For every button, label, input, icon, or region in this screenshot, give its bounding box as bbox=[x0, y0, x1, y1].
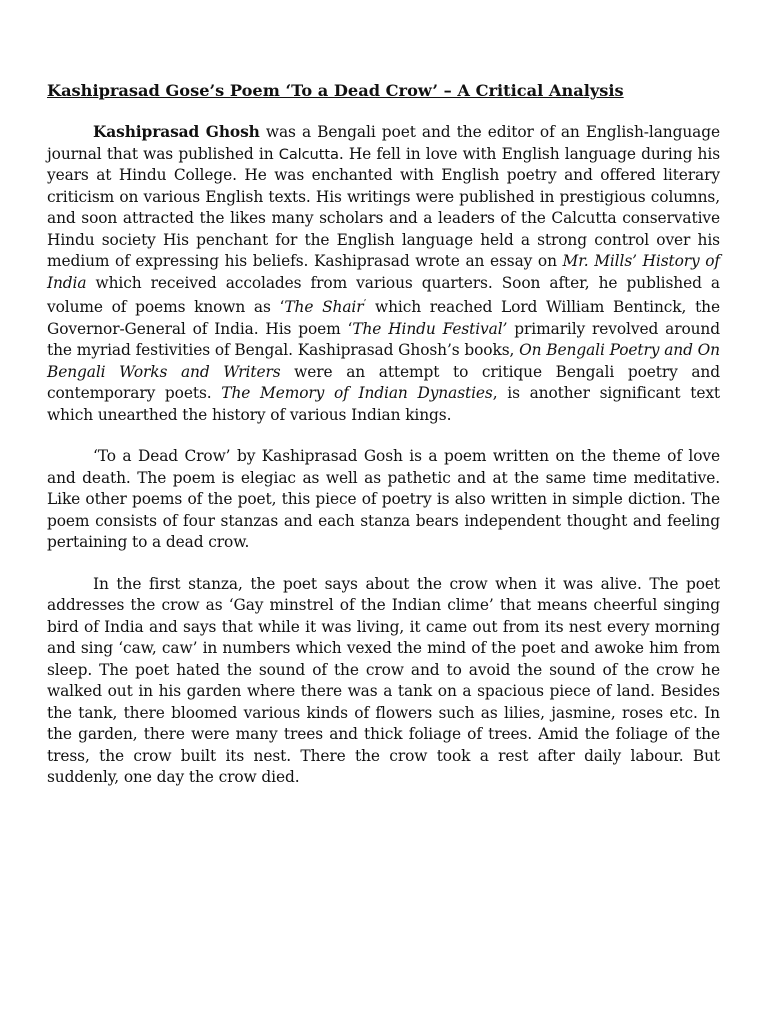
dynasties-title: The Memory of Indian Dynasties bbox=[221, 384, 493, 403]
intro-text-3: which received accolades from various quarters. Soon after, he published a volume of poems known as ‘ bbox=[47, 273, 720, 317]
closing-quote-mark: ’ bbox=[363, 299, 367, 309]
books-titles: On Bengali Poetry and On Bengali Works and Writers bbox=[47, 341, 720, 381]
intro-text-7: , is another significant text which unearthed the history of various Indian kings. bbox=[47, 384, 720, 424]
intro-text-2: . He fell in love with English language during his years at Hindu College. He was enchanted with English poetry and offered literary criticism on various English texts. His writings were published in prestigious columns, and soon attracted the likes many scholars and a leaders of the Calcutta conservative Hindu society His penchant for the English language held a strong control over his medium of expressing his beliefs. Kashiprasad wrote an essay on bbox=[47, 144, 720, 270]
poems-volume-title: The Shair bbox=[284, 298, 364, 317]
poet-name: Kashiprasad Ghosh bbox=[93, 123, 260, 141]
document-body bbox=[47, 80, 720, 809]
intro-text-4: which reached Lord William Bentinck, the Governor-General of India. His poem ‘ bbox=[47, 298, 720, 338]
intro-text-1: was a Bengali poet and the editor of an English-language journal that was published in bbox=[47, 123, 720, 163]
document-title: Kashiprasad Gose’s Poem ‘To a Dead Crow’ – A Critical Analysis bbox=[47, 81, 624, 100]
intro-text-5: primarily revolved around the myriad festivities of Bengal. Kashiprasad Ghosh’s books, bbox=[47, 319, 720, 360]
essay-title: Mr. Mills’ History of India bbox=[47, 252, 720, 292]
paragraph-poem-overview: ‘To a Dead Crow’ by Kashiprasad Gosh is a poem written on the theme of love and death. The poem is elegiac as well as pathetic and at the same time meditative. Like other poems of the poet, this piece of poetry is also written in simple diction. The poem consists of four stanzas and each stanza bears independent thought and feeling pertaining to a dead crow. bbox=[47, 447, 720, 552]
intro-text-6: were an attempt to critique Bengali poetry and contemporary poets. bbox=[47, 362, 720, 403]
city-name: Calcutta bbox=[278, 145, 339, 163]
paragraph-intro bbox=[47, 122, 720, 426]
festival-poem-title: The Hindu Festival’ bbox=[352, 319, 508, 338]
paragraph-first-stanza: In the first stanza, the poet says about the crow when it was alive. The poet addresses the crow as ‘Gay minstrel of the Indian clime’ that means cheerful singing bird of India and says that while it was living, it came out from its nest every morning and sing ‘caw, caw’ in numbers which vexed the mind of the poet and awoke him from sleep. The poet hated the sound of the crow and to avoid the sound of the crow he walked out in his garden where there was a tank on a spacious piece of land. Besides the tank, there bloomed various kinds of flowers such as lilies, jasmine, roses etc. In the garden, there were many trees and thick foliage of trees. Amid the foliage of the tress, the crow built its nest. There the crow took a rest after daily labour. But suddenly, one day the crow died. bbox=[47, 574, 720, 787]
